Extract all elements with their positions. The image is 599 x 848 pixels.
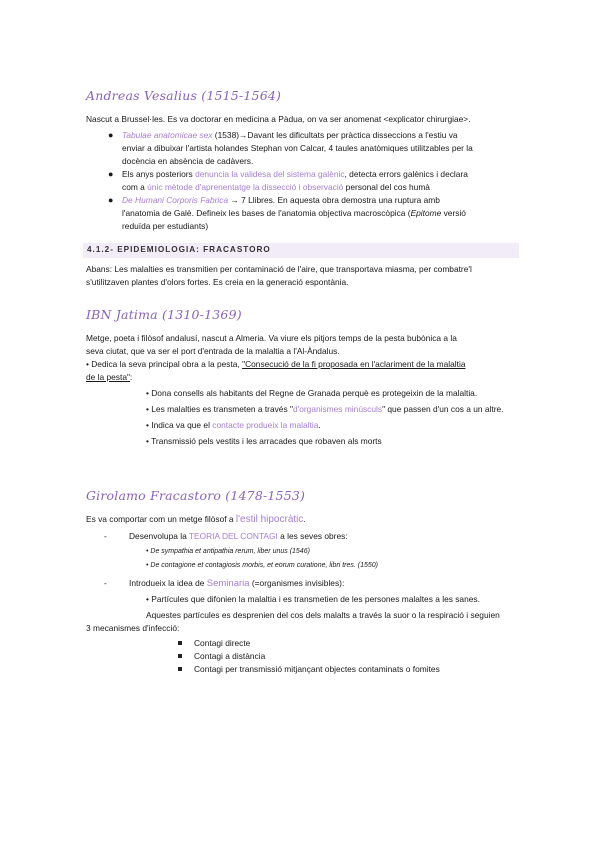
fracastoro-intro — [86, 513, 306, 527]
fracastoro-work-2: • De contagione et contagiosis morbis, et eorum curatione, libri tres. (1550) — [146, 562, 379, 569]
section-text-line-2: s'utilitzaven plantes d'olors fortes. Es creia en la generació espontània. — [86, 277, 349, 287]
vesalius-intro: Nascut a Brussel·les. Es va doctorar en medicina a Pàdua, on va ser anomenat <explicator chirurgiae>. — [86, 114, 471, 124]
highlight: Seminaria — [206, 578, 250, 589]
mechanism-1: Contagi directe — [194, 638, 251, 648]
work-title: "Consecució de la fi proposada en l'aclariment de la malaltia — [242, 359, 466, 369]
text: . — [318, 420, 321, 430]
highlight: contacte produeix la malaltia — [212, 420, 319, 430]
section-text-line-1: Abans: Les malalties es transmitien per contaminació de l'aire, que transportava miasma, per combatre'l — [86, 264, 472, 274]
vesalius-bullet-3-line-3: reduïda per estudiants) — [122, 221, 209, 231]
vesalius-heading: Andreas Vesalius (1515-1564) — [86, 88, 282, 103]
text: " que passen d'un cos a un altre. — [382, 404, 504, 414]
vesalius-bullet-1-line-2: enviar a dibuixar l'artista holandes Stephan von Calcar, 4 taules anatòmiques utilitzables per la — [122, 143, 473, 153]
fracastoro-item-1 — [129, 530, 348, 543]
khatima-line-1: Metge, poeta i filòsof andalusí, nascut a Almeria. Va viure els pitjors temps de la pesta bubònica a la — [86, 333, 457, 343]
highlight: denuncia la validesa del sistema galènic — [195, 169, 345, 179]
text: Desenvolupa la — [129, 531, 189, 541]
fracastoro-paragraph-line-2: 3 mecanismes d'infecció: — [86, 623, 180, 633]
highlight: d'organismes minúsculs — [292, 404, 383, 414]
fracastoro-work-1: • De sympathia et antipathia rerum, liber unus (1546) — [146, 548, 310, 555]
vesalius-bullet-3-line-2 — [122, 207, 466, 220]
text: : — [129, 372, 133, 382]
highlight: únic mètode d'aprenentatge la dissecció i observació — [147, 182, 344, 192]
section-label: 4.1.2- EPIDEMIOLOGIA: FRACASTORO — [87, 245, 271, 254]
square-bullet-icon — [178, 654, 182, 658]
khatima-line-3 — [86, 358, 466, 371]
bullet-icon: ● — [108, 195, 114, 205]
text: com a — [122, 182, 148, 192]
work-title: Tabulae anatomicae sex — [122, 130, 213, 140]
dash-marker: - — [104, 531, 107, 541]
text: l'anatomia de Galè. Defineix les bases de l'anatomia objectiva macroscòpica ( — [122, 208, 411, 218]
work-title: de la pesta" — [86, 372, 130, 382]
text: Es va comportar com un metge filòsof a — [86, 514, 236, 524]
fracastoro-item-2 — [129, 577, 344, 591]
square-bullet-icon — [178, 641, 182, 645]
khatima-heading: IBN Jatima (1310-1369) — [86, 307, 242, 322]
mechanism-3: Contagi per transmissió mitjançant objectes contaminats o fomites — [194, 664, 440, 674]
khatima-line-4 — [86, 371, 132, 384]
text: • Dedica la seva principal obra a la pesta, — [86, 359, 243, 369]
fracastoro-paragraph-line-1: Aquestes partícules es desprenien del cos dels malalts a través la suor o la respiració i seguien — [146, 610, 500, 620]
dash-marker: - — [104, 578, 107, 588]
khatima-item-3 — [146, 419, 321, 432]
fracastoro-seminaria-detail: • Partícules que difonien la malaltia i es transmetien de les persones malaltes a les sanes. — [146, 594, 480, 604]
text: Introdueix la idea de — [129, 578, 207, 588]
khatima-line-2: seva ciutat, que va ser el port d'entrada de la malaltia a l'Al-Àndalus. — [86, 346, 340, 356]
work-title: De Humani Corporis Fabrica — [122, 195, 229, 205]
text: → 7 Llibres. En aquesta obra demostra una ruptura amb — [228, 195, 440, 205]
vesalius-bullet-2-line-2 — [122, 181, 430, 194]
vesalius-bullet-2 — [122, 168, 468, 181]
khatima-item-4: • Transmissió pels vestits i les arracades que robaven als morts — [146, 436, 382, 446]
vesalius-bullet-3 — [122, 194, 440, 207]
mechanism-2: Contagi a distància — [194, 651, 266, 661]
text: a les seves obres: — [277, 531, 348, 541]
khatima-item-1: • Dona consells als habitants del Regne de Granada perquè es protegeixin de la malaltia. — [146, 388, 478, 398]
bullet-icon: ● — [108, 130, 114, 140]
highlight: TEORIA DEL CONTAGI — [188, 531, 278, 541]
section-header — [83, 243, 519, 258]
text: versió — [441, 208, 466, 218]
text: (1538)→Davant les dificultats per pràctica disseccions a l'estiu va — [212, 130, 458, 140]
fracastoro-heading: Girolamo Fracastoro (1478-1553) — [86, 488, 306, 503]
text: • Indica va que el — [146, 420, 213, 430]
text: Els anys posteriors — [122, 169, 196, 179]
text: Epitome — [410, 208, 442, 218]
text: personal del cos humà — [343, 182, 430, 192]
khatima-item-2 — [146, 403, 504, 416]
text: • Les malalties es transmeten a través " — [146, 404, 293, 414]
bullet-icon: ● — [108, 169, 114, 179]
text: , detecta errors galènics i declara — [344, 169, 468, 179]
vesalius-bullet-1 — [122, 129, 458, 142]
text: . — [303, 514, 306, 524]
highlight: l'estil hipocràtic — [235, 514, 304, 525]
square-bullet-icon — [178, 667, 182, 671]
vesalius-bullet-1-line-3: docència en absència de cadàvers. — [122, 156, 254, 166]
text: (=organismes invisibles): — [249, 578, 345, 588]
